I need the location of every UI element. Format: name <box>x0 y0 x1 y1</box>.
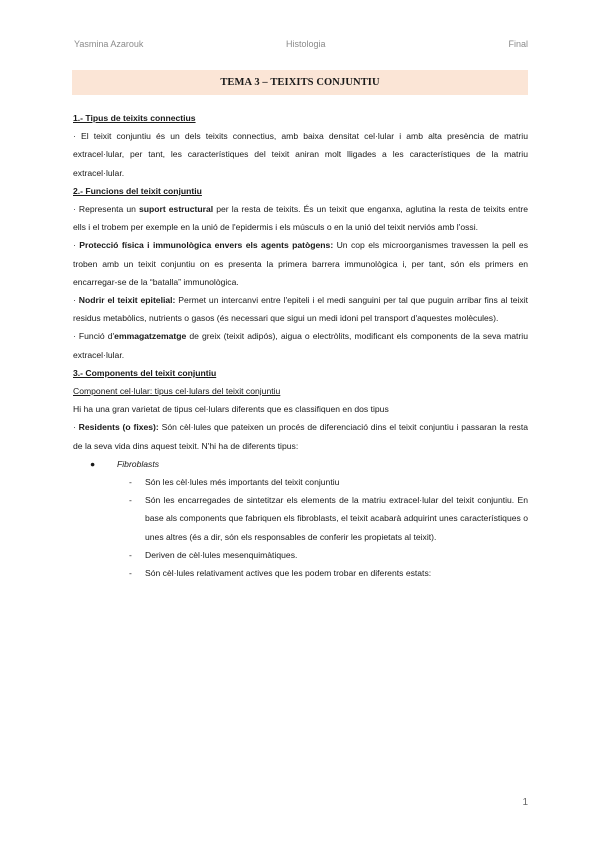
function-structural-support: · Representa un suport estructural per la resta de teixits. És un teixit que enganxa, aglutina la resta de teixits entre ells i el trobem per exemple en la unió de l'epidermis i els músculs o en la unió del teixit nerviós amb l'ossi. <box>73 204 528 233</box>
dash-item: - Són les encarregades de sintetitzar els elements de la matriu extracel·lular del teixit conjuntiu. En base als components que fabriquen els fibroblasts, el teixit acabarà adquirint unes característiques o unes altres (és a dir, són els responsables de conferir les propietats al teixit). <box>73 491 528 546</box>
dash-item: - Són cèl·lules relativament actives que les podem trobar en diferents estats: <box>73 564 528 582</box>
dash-item: - Són les cèl·lules més importants del teixit conjuntiu <box>73 473 528 491</box>
dash-item: - Deriven de cèl·lules mesenquimàtiques. <box>73 546 528 564</box>
header-exam: Final <box>508 39 528 49</box>
section-1-text: · El teixit conjuntiu és un dels teixits connectius, amb baixa densitat cel·lular i amb alta presència de matriu extracel·lular, per tant, les característiques del teixit aniran molt lligades a les característiques de la matriu extracel·lular. <box>73 131 528 178</box>
bullet-fibroblasts: ● Fibroblasts <box>73 455 528 473</box>
section-3-heading: 3.- Components del teixit conjuntiu <box>73 367 217 378</box>
dash-marker: - <box>129 495 132 506</box>
resident-cells-text: · Residents (o fixes): Són cèl·lules que pateixen un procés de diferenciació dins el teixit conjuntiu i passaran la resta de la seva vida dins aquest teixit. N'hi ha de diferents tipus: <box>73 422 528 451</box>
section-1-heading: 1.- Tipus de teixits connectius <box>73 113 196 123</box>
section-3-intro: Hi ha una gran varietat de tipus cel·lulars diferents que es classifiquen en dos tipus <box>73 404 389 415</box>
document-body <box>73 109 528 582</box>
section-2-heading: 2.- Funcions del teixit conjuntiu <box>73 185 202 196</box>
function-storage: · Funció d'emmagatzematge de greix (teixit adipós), aigua o electròlits, modificant els components de la seva matriu extracel·lular. <box>73 331 528 360</box>
function-protection: · Protecció física i immunològica envers els agents patògens: Un cop els microorganismes travessen la pell es troben amb un teixit conjuntiu on es presenta la primera barrera immunològica i, per tant, són els primers en encarregar-se de la “batalla” immunològica. <box>73 240 528 287</box>
header-subject: Histologia <box>286 39 326 49</box>
bullet-marker: ● <box>90 458 96 469</box>
function-nourish: · Nodrir el teixit epitelial: Permet un intercanvi entre l'epiteli i el medi sanguini per tal que puguin arribar fins al teixit residus metabòlics, nutrients o gasos (és necessari que sigui un medi idoni pel transport d'aquestes molècules). <box>73 295 528 324</box>
page-title: TEMA 3 – TEIXITS CONJUNTIU <box>220 77 380 88</box>
header-author: Yasmina Azarouk <box>74 39 144 49</box>
dash-marker: - <box>129 477 132 488</box>
dash-marker: - <box>129 568 132 579</box>
dash-marker: - <box>129 549 132 560</box>
title-band <box>72 70 528 95</box>
page-number: 1 <box>522 797 528 808</box>
section-3-subheading: Component cel·lular: tipus cel·lulars del teixit conjuntiu <box>73 386 281 397</box>
